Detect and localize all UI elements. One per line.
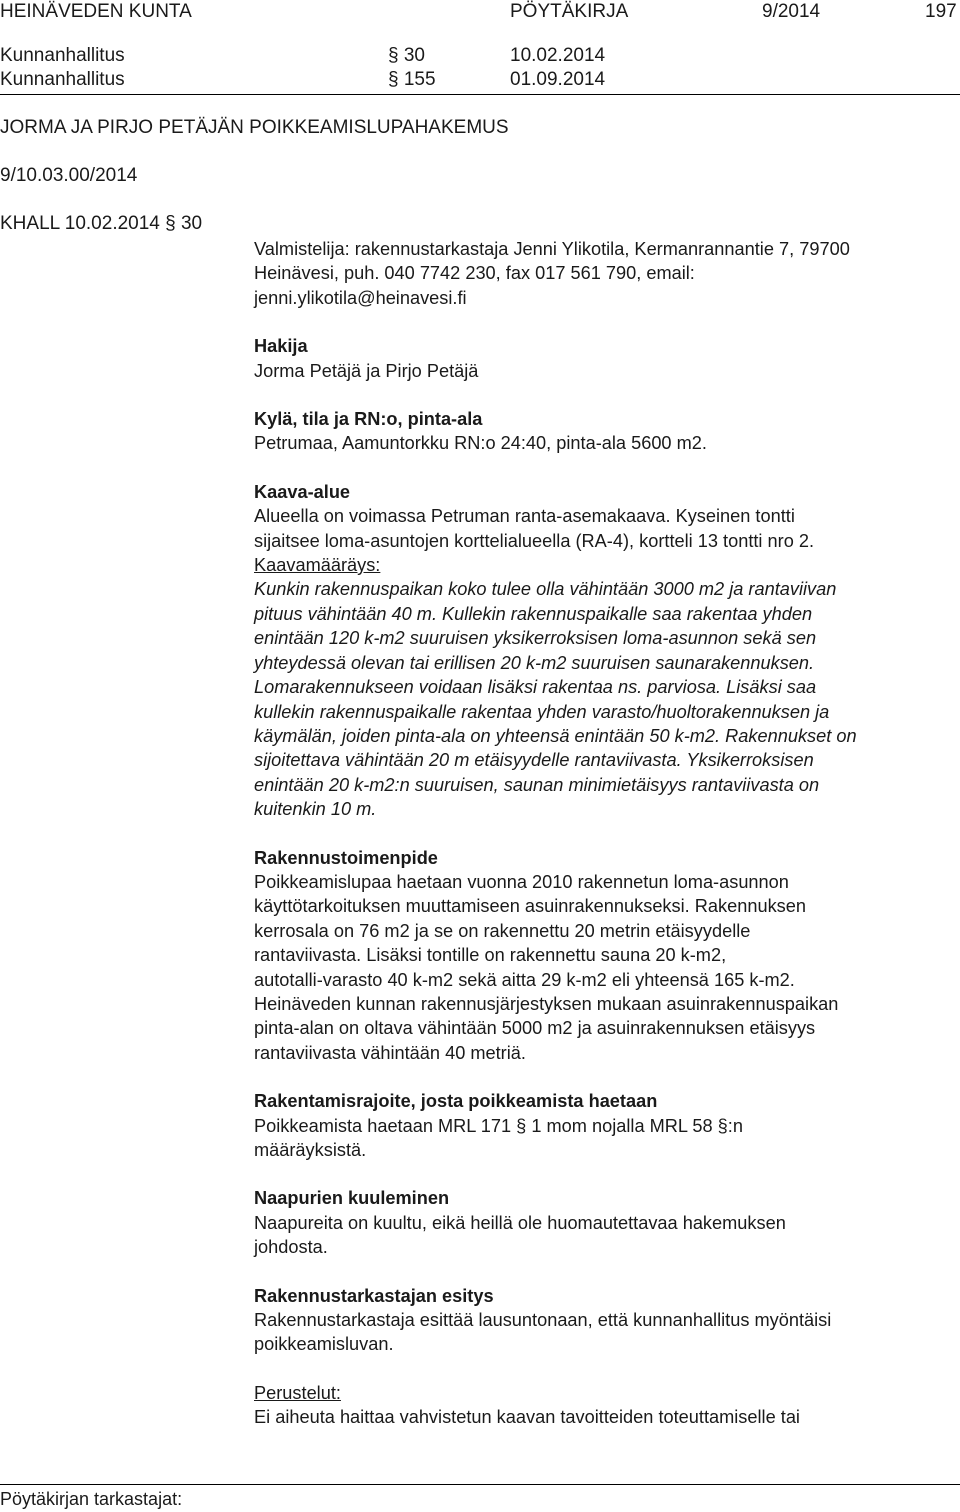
meeting-date-1: 10.02.2014 — [510, 45, 606, 66]
footer-divider — [0, 1484, 960, 1485]
proposal-line-2: poikkeamisluvan. — [254, 1334, 394, 1355]
grounds-label: Perustelut: — [254, 1382, 341, 1403]
zoning-regulation-line: käymälän, joiden pinta-ala on yhteensä enintään 50 k-m2. Rakennukset on — [254, 725, 857, 746]
measure-line: autotalli-varasto 40 k-m2 sekä aitta 29 k-m2 eli yhteensä 165 k-m2. — [254, 969, 795, 990]
zoning-regulation-line: enintään 20 k-m2:n suuruisen, saunan minimietäisyys rantaviivasta on — [254, 774, 820, 795]
preparer-line-3: jenni.ylikotila@heinavesi.fi — [254, 287, 467, 308]
meeting-body-1: Kunnanhallitus — [0, 45, 125, 66]
restriction-line-1: Poikkeamista haetaan MRL 171 § 1 mom nojalla MRL 58 §:n — [254, 1115, 743, 1136]
neighbours-line-1: Naapureita on kuultu, eikä heillä ole huomautettavaa hakemuksen — [254, 1212, 786, 1233]
document-title: JORMA JA PIRJO PETÄJÄN POIKKEAMISLUPAHAKEMUS — [0, 117, 509, 138]
measure-line: Poikkeamislupaa haetaan vuonna 2010 rakennetun loma-asunnon — [254, 871, 789, 892]
measure-line: rantaviivasta. Lisäksi tontille on rakennettu sauna 20 k-m2, — [254, 945, 727, 966]
zoning-line-1: Alueella on voimassa Petruman ranta-asemakaava. Kyseinen tontti — [254, 506, 795, 527]
measure-line: kerrosala on 76 m2 ja se on rakennettu 20 metrin etäisyydelle — [254, 920, 751, 941]
meeting-body-2: Kunnanhallitus — [0, 69, 125, 90]
zoning-regulation-line: sijoitettava vähintään 20 m etäisyydelle rantaviivasta. Yksikerroksisen — [254, 750, 814, 771]
zoning-regulation-line: yhteydessä olevan tai erillisen 20 k-m2 suuruisen saunarakennuksen. — [254, 652, 815, 673]
measure-line: rantaviivasta vähintään 40 metriä. — [254, 1042, 526, 1063]
applicant-text: Jorma Petäjä ja Pirjo Petäjä — [254, 360, 479, 381]
document-body — [254, 237, 960, 1430]
measure-line: pinta-alan on oltava vähintään 5000 m2 ja asuinrakennuksen etäisyys — [254, 1018, 816, 1039]
zoning-regulation-line: Kunkin rakennuspaikan koko tulee olla vähintään 3000 m2 ja rantaviivan — [254, 579, 837, 600]
proposal-heading: Rakennustarkastajan esitys — [254, 1285, 494, 1306]
zoning-line-2: sijaitsee loma-asuntojen korttelialueella (RA-4), kortteli 13 tontti nro 2. — [254, 530, 815, 551]
measure-line: käyttötarkoituksen muuttamiseen asuinrakennukseksi. Rakennuksen — [254, 896, 806, 917]
neighbours-line-2: johdosta. — [254, 1237, 328, 1258]
restriction-heading: Rakentamisrajoite, josta poikkeamista haetaan — [254, 1091, 658, 1112]
neighbours-heading: Naapurien kuuleminen — [254, 1188, 450, 1209]
document-number: 9/2014 — [762, 1, 821, 22]
document-type: PÖYTÄKIRJA — [510, 1, 629, 22]
meeting-section-1: § 30 — [388, 45, 425, 66]
zoning-regulation-label: Kaavamääräys: — [254, 555, 381, 576]
measure-line: Heinäveden kunnan rakennusjärjestyksen mukaan asuinrakennuspaikan — [254, 993, 839, 1014]
preparer-line-2: Heinävesi, puh. 040 7742 230, fax 017 561 790, email: — [254, 263, 695, 284]
prior-reference: KHALL 10.02.2014 § 30 — [0, 213, 203, 234]
footer-label: Pöytäkirjan tarkastajat: — [0, 1489, 183, 1509]
applicant-heading: Hakija — [254, 336, 308, 357]
zoning-regulation-line: enintään 120 k-m2 suuruisen yksikerroksisen loma-asunnon sekä sen — [254, 628, 817, 649]
meeting-date-2: 01.09.2014 — [510, 69, 606, 90]
municipality-name: HEINÄVEDEN KUNTA — [0, 1, 192, 22]
zoning-regulation-line: kuitenkin 10 m. — [254, 799, 377, 820]
preparer-line-1: Valmistelija: rakennustarkastaja Jenni Ylikotila, Kermanrannantie 7, 79700 — [254, 239, 850, 259]
restriction-line-2: määräyksistä. — [254, 1140, 367, 1160]
zoning-regulation-line: pituus vähintään 40 m. Kullekin rakennuspaikalle saa rakentaa yhden — [254, 603, 813, 624]
measure-heading: Rakennustoimenpide — [254, 847, 438, 868]
proposal-line-1: Rakennustarkastaja esittää lausuntonaan, että kunnanhallitus myöntäisi — [254, 1310, 832, 1331]
zoning-regulation-line: Lomarakennukseen voidaan lisäksi rakentaa ns. parviosa. Lisäksi saa — [254, 677, 817, 698]
header-divider — [0, 94, 960, 95]
grounds-text: Ei aiheuta haittaa vahvistetun kaavan tavoitteiden toteuttamiselle tai — [254, 1407, 800, 1428]
property-text: Petrumaa, Aamuntorkku RN:o 24:40, pinta-ala 5600 m2. — [254, 433, 707, 454]
property-heading: Kylä, tila ja RN:o, pinta-ala — [254, 409, 483, 430]
page-number: 197 — [925, 1, 957, 22]
zoning-heading: Kaava-alue — [254, 481, 351, 502]
zoning-regulation-line: kullekin rakennuspaikalle rakentaa yhden varasto/huoltorakennuksen ja — [254, 701, 830, 722]
case-number: 9/10.03.00/2014 — [0, 165, 138, 186]
meeting-section-2: § 155 — [388, 69, 436, 90]
